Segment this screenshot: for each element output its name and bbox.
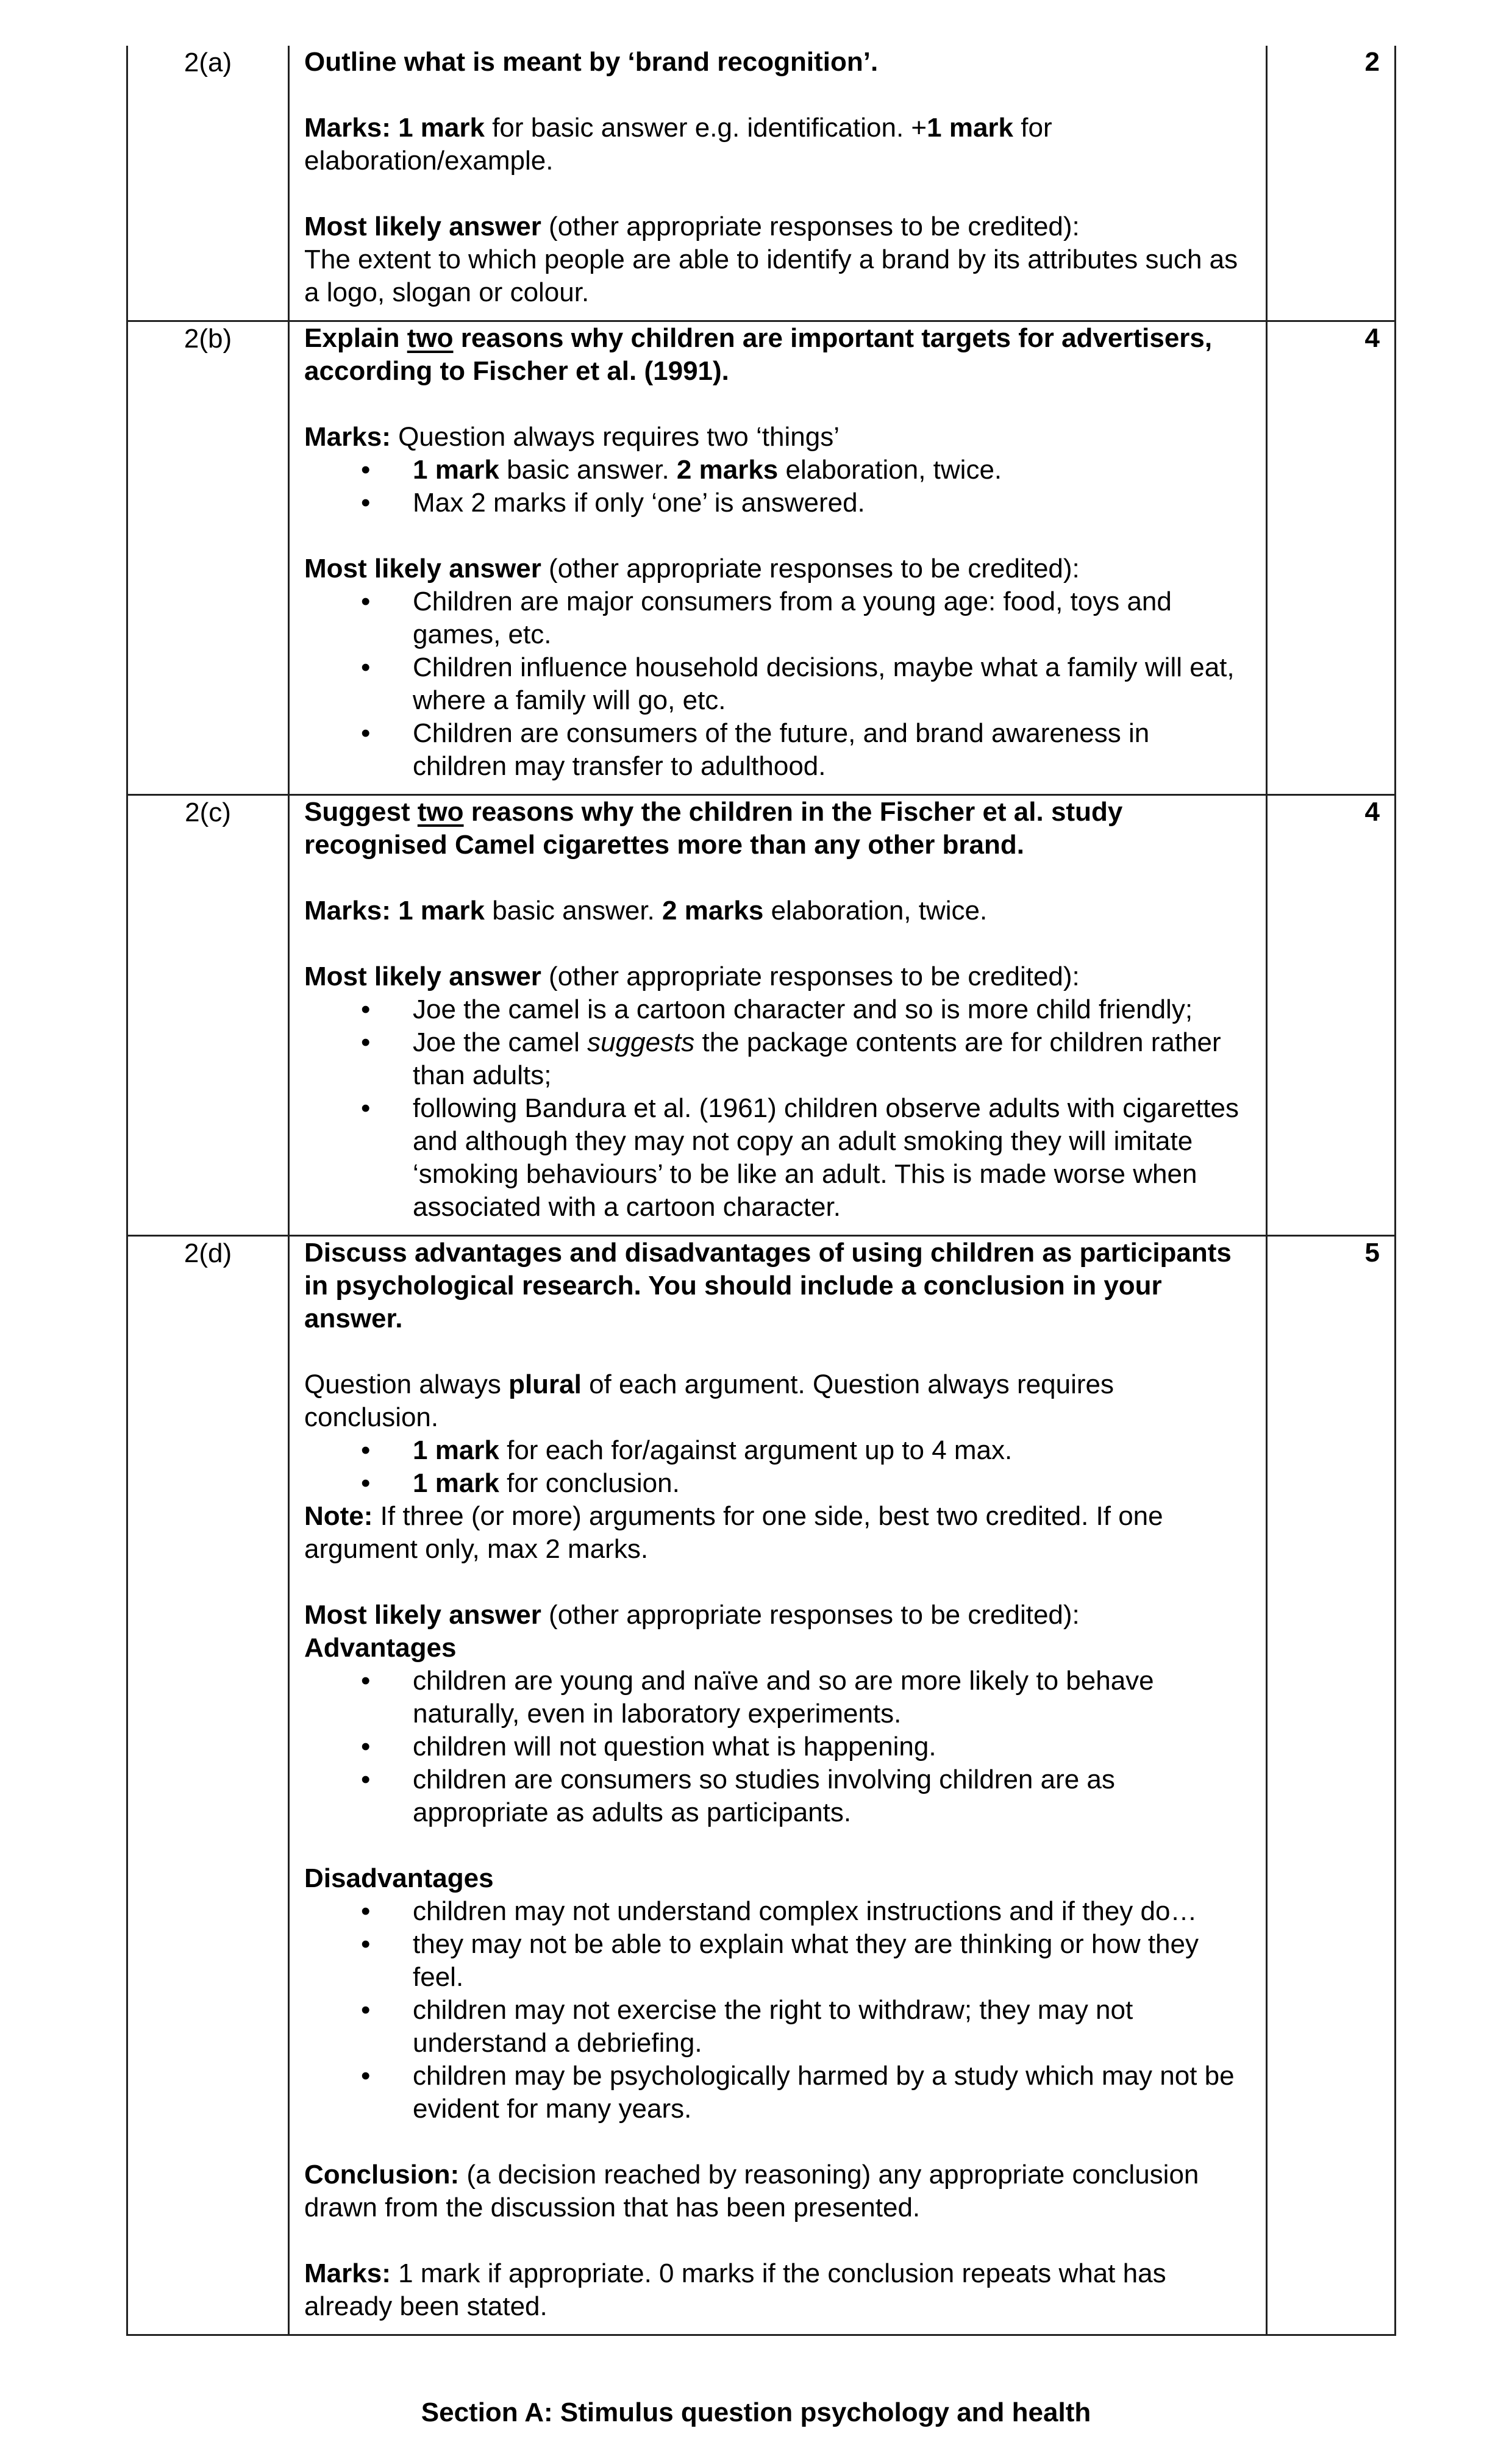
bullet-item: • Children are major consumers from a young age: food, toys and games, etc. (304, 585, 1247, 651)
likely-answer-bullets (304, 993, 1247, 1224)
text-run: reasons why the children in the Fischer et al. study recognised Camel cigarettes more than any other brand. (304, 797, 1123, 860)
text-run: basic answer. (484, 896, 662, 926)
text-run: (a decision reached by reasoning) any appropriate conclusion drawn from the discussion that has been presented. (304, 2160, 1199, 2222)
text-run: 1 mark if appropriate. 0 marks if the conclusion repeats what has already been stated. (304, 2258, 1166, 2321)
text-run: (other appropriate responses to be credited): (541, 1600, 1080, 1630)
text-run: (other appropriate responses to be credited): (541, 212, 1080, 241)
question-body-cell (289, 46, 1267, 321)
text-run: 1 mark (413, 455, 499, 485)
bullet-item: • children may not exercise the right to withdraw; they may not understand a debriefing. (304, 1994, 1247, 2060)
bullet-item: • children are young and naïve and so are more likely to behave naturally, even in laboratory experiments. (304, 1665, 1247, 1730)
marks-value: 5 (1364, 1238, 1380, 1268)
likely-answer-bullets (304, 585, 1247, 783)
question-text: Outline what is meant by ‘brand recognition’. (304, 47, 879, 77)
text-run: 1 mark (413, 1435, 499, 1465)
likely-answer-intro (304, 552, 1247, 585)
marks-value: 2 (1364, 47, 1380, 77)
disadvantages-bullets (304, 1895, 1247, 2126)
marks-value: 4 (1364, 797, 1380, 827)
text-run: Marks: (304, 896, 399, 926)
text-run: for basic answer e.g. identification. + (484, 113, 927, 143)
text-run: Max 2 marks if only ‘one’ is answered. (413, 488, 865, 518)
text-run: Conclusion: (304, 2160, 460, 2190)
bullet-item: • children are consumers so studies involving children are as appropriate as adults as participants. (304, 1763, 1247, 1829)
text-run: Most likely answer (304, 554, 541, 584)
marks-cell (1267, 1236, 1396, 2335)
question-body-cell (289, 1236, 1267, 2335)
text-run: reasons why children are important targets for advertisers, according to Fischer et al. (1991). (304, 323, 1213, 386)
text-run: plural (508, 1369, 582, 1399)
question-text (304, 322, 1247, 388)
text-run: for conclusion. (499, 1468, 680, 1498)
mark-scheme-table (126, 46, 1396, 2336)
text-run: Explain (304, 323, 407, 353)
bullet-item (304, 454, 1247, 487)
section-footer: Section A: Stimulus question psychology and health (421, 2397, 1091, 2427)
text-run: for elaboration/example. (304, 113, 1052, 176)
bullet-item: • children may be psychologically harmed by a study which may not be evident for many years. (304, 2060, 1247, 2126)
question-number-cell (127, 321, 289, 795)
text-run: two (407, 323, 454, 353)
likely-answer-intro (304, 1599, 1247, 1632)
text-run: Joe the camel is a cartoon character and so is more child friendly; (413, 994, 1193, 1024)
question-number: 2(c) (185, 798, 231, 827)
text-run: Note: (304, 1501, 373, 1531)
question-number: 2(b) (184, 324, 232, 354)
question-text: Discuss advantages and disadvantages of using children as participants in psychological research. You should include a conclusion in your answer. (304, 1238, 1232, 1333)
likely-answer-text: The extent to which people are able to identify a brand by its attributes such as a logo, slogan or colour. (304, 245, 1238, 307)
requirements-line (304, 1368, 1247, 1434)
text-run: Most likely answer (304, 212, 541, 241)
question-text (304, 796, 1247, 862)
question-number-cell (127, 46, 289, 321)
text-run: Marks: (304, 422, 391, 452)
text-run: the package contents are for children rather than adults; (413, 1027, 1221, 1090)
text-run: Joe the camel (413, 1027, 588, 1057)
marks-intro (304, 421, 1247, 454)
text-run: 2 marks (662, 896, 764, 926)
bullet-item (304, 1026, 1247, 1092)
text-run: Marks: (304, 113, 399, 143)
bullet-item: • Children are consumers of the future, and brand awareness in children may transfer to adulthood. (304, 717, 1247, 783)
question-number: 2(a) (184, 48, 232, 77)
text-run: Question always (304, 1369, 509, 1399)
text-run: 1 mark (413, 1468, 499, 1498)
question-row-2a (127, 46, 1396, 321)
question-number: 2(d) (184, 1238, 232, 1268)
marks-cell (1267, 321, 1396, 795)
final-marks-line (304, 2257, 1247, 2323)
bullet-item (304, 1467, 1247, 1500)
text-run: 2 marks (676, 455, 779, 485)
text-run: Marks: (304, 2258, 391, 2288)
marks-line (304, 894, 1247, 927)
text-run: basic answer. (499, 455, 677, 485)
advantages-bullets (304, 1665, 1247, 1829)
marks-line (304, 112, 1247, 177)
bullet-item (304, 487, 1247, 519)
question-number-cell (127, 1236, 289, 2335)
question-row-2b (127, 321, 1396, 795)
text-run: Most likely answer (304, 962, 541, 991)
advantages-heading: Advantages (304, 1633, 457, 1663)
question-row-2d (127, 1236, 1396, 2335)
text-run: 1 mark (398, 113, 485, 143)
text-run: (other appropriate responses to be credited): (541, 554, 1080, 584)
text-run: two (417, 797, 464, 827)
question-body-cell (289, 795, 1267, 1236)
text-run: Most likely answer (304, 1600, 541, 1630)
disadvantages-heading: Disadvantages (304, 1863, 494, 1893)
text-run: Suggest (304, 797, 418, 827)
question-number-cell (127, 795, 289, 1236)
text-run: elaboration, twice. (763, 896, 988, 926)
likely-answer-intro (304, 960, 1247, 993)
question-body-cell (289, 321, 1267, 795)
question-row-2c (127, 795, 1396, 1236)
text-run: If three (or more) arguments for one side, best two credited. If one argument only, max 2 marks. (304, 1501, 1163, 1564)
likely-answer-intro (304, 210, 1247, 243)
bullet-item: • they may not be able to explain what they are thinking or how they feel. (304, 1928, 1247, 1994)
marks-cell (1267, 46, 1396, 321)
text-run: following Bandura et al. (1961) children observe adults with cigarettes and although they may not copy an adult smoking they will imitate ‘smoking behaviours’ to be like an adult. This is made worse when associated with a cartoon character. (413, 1093, 1239, 1222)
text-run: (other appropriate responses to be credited): (541, 962, 1080, 991)
text-run: 1 mark (398, 896, 485, 926)
bullet-item: • children may not understand complex instructions and if they do… (304, 1895, 1247, 1928)
text-run: suggests (587, 1027, 695, 1057)
marks-cell (1267, 795, 1396, 1236)
bullet-item: • Children influence household decisions, maybe what a family will eat, where a family will go, etc. (304, 651, 1247, 717)
text-run: of each argument. Question always requires conclusion. (304, 1369, 1114, 1432)
text-run: Question always requires two ‘things’ (390, 422, 840, 452)
marks-bullets (304, 454, 1247, 519)
conclusion-line (304, 2158, 1247, 2224)
note-line (304, 1500, 1247, 1566)
bullet-item: • children will not question what is happening. (304, 1730, 1247, 1763)
text-run: elaboration, twice. (778, 455, 1002, 485)
text-run: for each for/against argument up to 4 max. (499, 1435, 1013, 1465)
bullet-item (304, 1092, 1247, 1224)
text-run: 1 mark (927, 113, 1014, 143)
bullet-item (304, 1434, 1247, 1467)
marks-value: 4 (1364, 323, 1380, 353)
bullet-item (304, 993, 1247, 1026)
requirements-bullets (304, 1434, 1247, 1500)
